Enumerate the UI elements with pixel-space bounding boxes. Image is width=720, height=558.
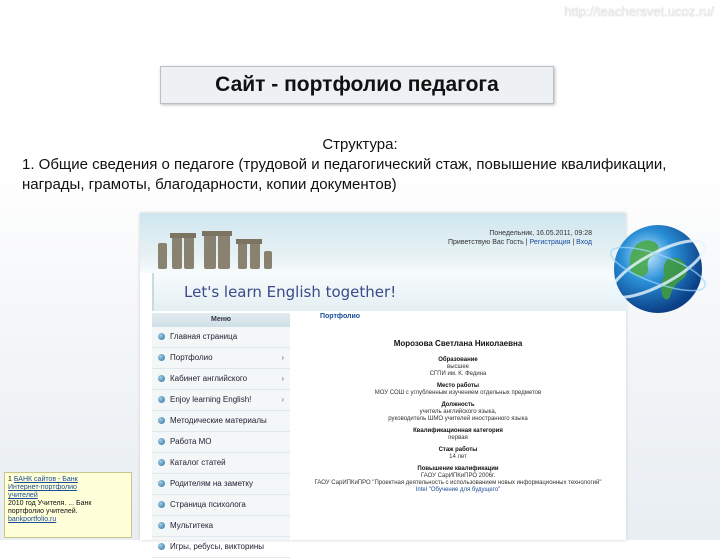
bullet-icon — [158, 459, 165, 466]
bullet-icon — [158, 333, 165, 340]
menu-item-media[interactable]: Мультитека — [152, 516, 290, 537]
caption-text: 2010 год Учителя. ... Банк портфолио учителей. — [8, 500, 92, 515]
field-value: МОУ СОШ с углубленным изучением отдельных предметов — [374, 390, 542, 396]
bullet-icon — [158, 501, 165, 508]
site-banner — [152, 273, 628, 311]
bullet-icon — [158, 375, 165, 382]
field-value: руководитель ШМО учителей иностранного языка — [388, 416, 528, 422]
bullet-icon — [158, 396, 165, 403]
portfolio-fields — [290, 357, 626, 494]
menu-item-parents[interactable]: Родителям на заметку — [152, 474, 290, 495]
field-value: первая — [448, 435, 468, 441]
menu-item-classroom[interactable]: Кабинет английского › — [152, 369, 290, 390]
field-value: СГПИ им. К. Федина — [429, 371, 487, 377]
slide-title-box — [160, 66, 554, 104]
menu-header: Меню — [152, 313, 290, 327]
field-label: Место работы — [436, 383, 480, 389]
structure-label: Структура: — [322, 136, 398, 153]
content-title: Портфолио — [320, 313, 361, 320]
menu-item-mo[interactable]: Работа МО — [152, 432, 290, 453]
caption-link[interactable]: Интернет-портфолио — [8, 484, 77, 491]
person-name: Морозова Светлана Николаевна — [393, 339, 523, 348]
chevron-right-icon: › — [281, 395, 284, 404]
field-value: учитель английского языка, — [419, 409, 497, 415]
field-label: Должность — [441, 402, 475, 408]
bullet-icon — [158, 480, 165, 487]
structure-description: 1. Общие сведения о педагоге (трудовой и педагогический стаж, повышение квалификации, награды, грамоты, благодарности, копии документов) — [22, 156, 667, 193]
search-result-caption — [4, 472, 132, 538]
site-header — [140, 213, 626, 273]
bullet-icon — [158, 438, 165, 445]
chevron-right-icon: › — [281, 374, 284, 383]
globe-icon — [602, 215, 710, 325]
site-menu — [152, 313, 291, 551]
caption-link[interactable]: БАНК сайтов - Банк — [13, 476, 78, 483]
caption-number: 1 — [8, 476, 12, 483]
site-content — [290, 313, 626, 540]
intel-link[interactable]: Intel "Обучение для будущего" — [415, 487, 501, 493]
field-value: ГАОУ СарИПКиПРО "Проектная деятельность с использованием новых информационных технологий" — [314, 480, 602, 486]
menu-item-psychologist[interactable]: Страница психолога — [152, 495, 290, 516]
greeting-date: Понедельник, 16.05.2011, 09:28 — [489, 230, 592, 237]
field-label: Образование — [438, 357, 478, 363]
bullet-icon — [158, 354, 165, 361]
caption-url[interactable]: bankportfolio.ru — [8, 516, 57, 523]
field-value: 14 лет — [449, 454, 467, 460]
field-label: Повышение квалификации — [417, 466, 499, 472]
bullet-icon — [158, 543, 165, 550]
menu-item-enjoy[interactable]: Enjoy learning English! › — [152, 390, 290, 411]
site-greeting: Понедельник, 16.05.2011, 09:28 Приветствую Вас Гость | Регистрация | Вход — [447, 230, 592, 246]
greeting-text: Приветствую Вас Гость — [447, 239, 524, 246]
login-link[interactable]: Вход — [576, 239, 592, 246]
stonehenge-image — [154, 227, 274, 269]
website-screenshot — [140, 213, 626, 551]
bullet-icon — [158, 417, 165, 424]
chevron-right-icon: › — [281, 353, 284, 362]
slide-url: http://teachersvet.ucoz.ru/ — [564, 4, 714, 19]
menu-item-home[interactable]: Главная страница — [152, 327, 290, 348]
menu-item-games[interactable]: Игры, ребусы, викторины — [152, 537, 290, 558]
field-value: высшее — [447, 364, 469, 370]
slide-title: Сайт - портфолио педагога — [215, 73, 499, 96]
site-banner-title: Let's learn English together! — [184, 283, 397, 301]
caption-link[interactable]: учителей — [8, 492, 38, 499]
field-label: Квалификационная категория — [413, 428, 503, 434]
menu-item-methods[interactable]: Методические материалы — [152, 411, 290, 432]
register-link[interactable]: Регистрация — [529, 239, 571, 246]
menu-item-portfolio[interactable]: Портфолио › — [152, 348, 290, 369]
field-label: Стаж работы — [438, 447, 478, 453]
menu-item-articles[interactable]: Каталог статей — [152, 453, 290, 474]
bullet-icon — [158, 522, 165, 529]
field-value: ГАОУ СарИПКиПРО 2006г. — [420, 473, 496, 479]
